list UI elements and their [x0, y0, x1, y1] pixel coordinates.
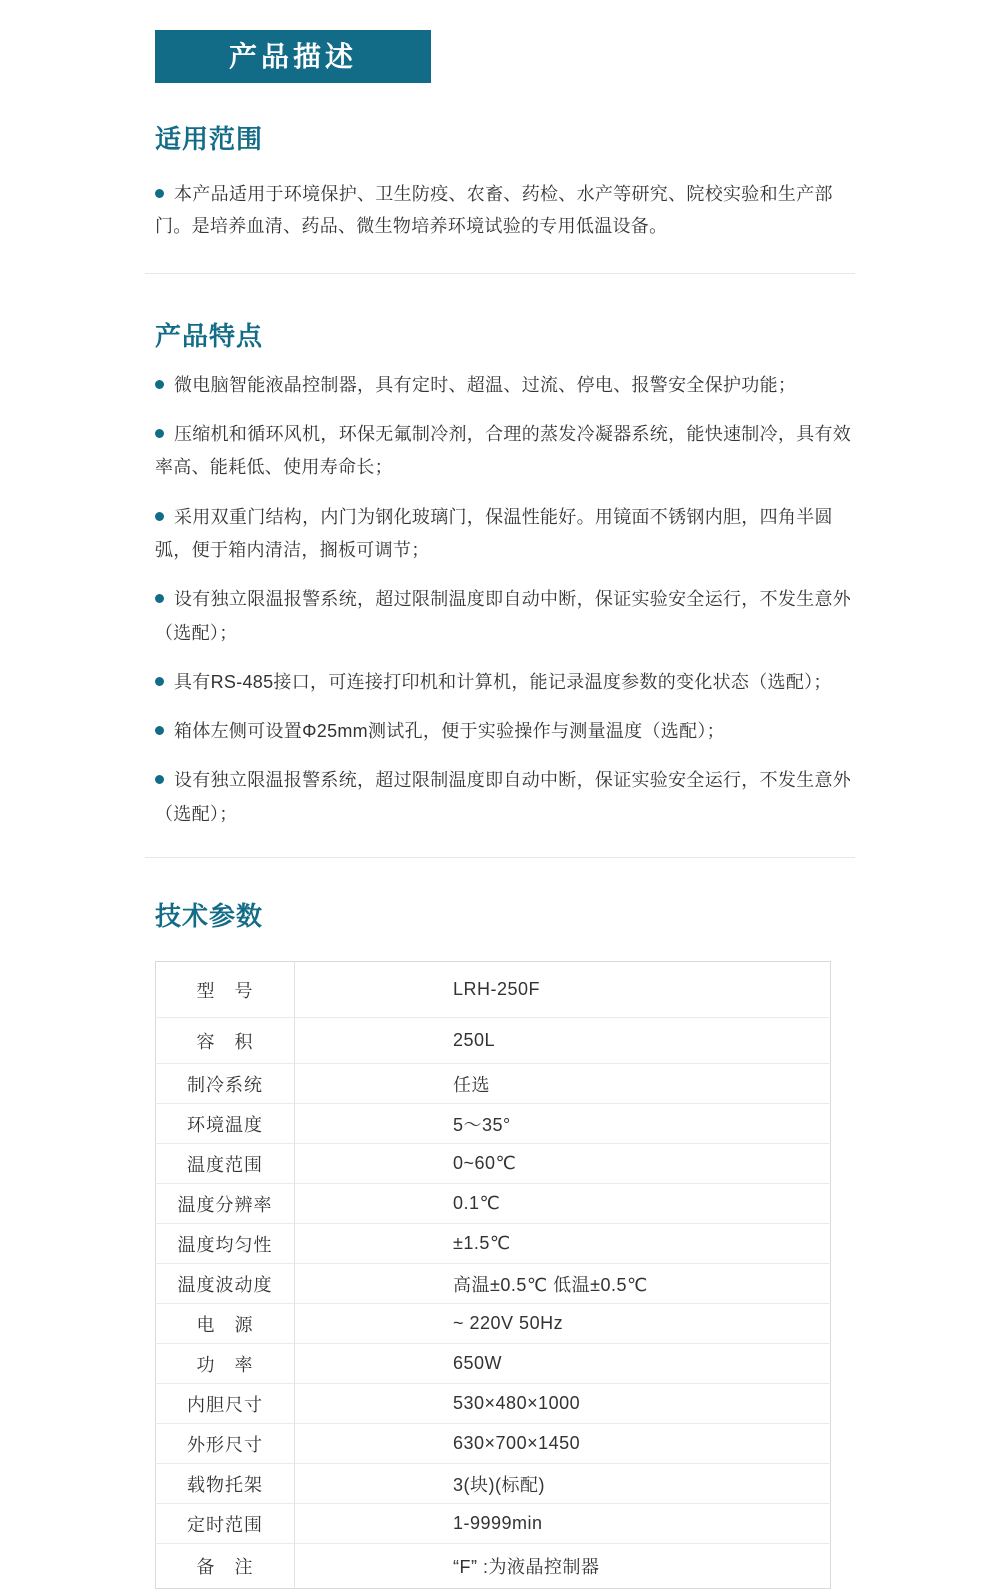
heading-product-features: 产品特点 [155, 320, 264, 351]
spec-row [156, 1344, 831, 1384]
spec-label: 温度范围 [156, 1144, 295, 1184]
spec-label: 载物托架 [156, 1464, 295, 1504]
spec-label: 备 注 [156, 1544, 295, 1589]
spec-value: “F” :为液晶控制器 [295, 1544, 831, 1589]
spec-value: 630×700×1450 [295, 1424, 831, 1464]
spec-row [156, 1544, 831, 1589]
spec-row [156, 1184, 831, 1224]
spec-value: 3(块)(标配) [295, 1464, 831, 1504]
scope-text: 本产品适用于环境保护、卫生防疫、农畜、药检、水产等研究、院校实验和生产部门。是培养血清、药品、微生物培养环境试验的专用低温设备。 [155, 184, 833, 237]
spec-label: 温度波动度 [156, 1264, 295, 1304]
spec-value: ±1.5℃ [295, 1224, 831, 1264]
feature-text: 箱体左侧可设置Φ25mm测试孔，便于实验操作与测量温度（选配）； [174, 721, 725, 742]
bullet-icon [155, 429, 164, 438]
spec-label: 定时范围 [156, 1504, 295, 1544]
spec-label: 制冷系统 [156, 1064, 295, 1104]
spec-label: 温度分辨率 [156, 1184, 295, 1224]
section-divider [145, 857, 855, 858]
feature-item [155, 764, 855, 831]
spec-label: 环境温度 [156, 1104, 295, 1144]
spec-label: 容 积 [156, 1018, 295, 1064]
feature-text: 微电脑智能液晶控制器，具有定时、超温、过流、停电、报警安全保护功能； [174, 374, 797, 395]
scope-paragraph [155, 178, 855, 243]
spec-label: 温度均匀性 [156, 1224, 295, 1264]
spec-value: 0~60℃ [295, 1144, 831, 1184]
feature-text: 具有RS-485接口，可连接打印机和计算机，能记录温度参数的变化状态（选配）； [174, 671, 832, 692]
feature-text: 压缩机和循环风机，环保无氟制冷剂，合理的蒸发冷凝器系统，能快速制冷，具有效率高、能耗低、使用寿命长； [155, 424, 852, 478]
spec-row [156, 1464, 831, 1504]
bullet-icon [155, 775, 164, 784]
spec-row [156, 1384, 831, 1424]
spec-value: ~ 220V 50Hz [295, 1304, 831, 1344]
spec-row [156, 1424, 831, 1464]
spec-row [156, 1304, 831, 1344]
feature-item [155, 715, 855, 748]
spec-label: 外形尺寸 [156, 1424, 295, 1464]
feature-item [155, 666, 855, 699]
spec-value: 高温±0.5℃ 低温±0.5℃ [295, 1264, 831, 1304]
spec-label: 电 源 [156, 1304, 295, 1344]
spec-row [156, 1104, 831, 1144]
spec-label: 型 号 [156, 962, 295, 1018]
spec-value: 1-9999min [295, 1504, 831, 1544]
feature-text: 采用双重门结构，内门为钢化玻璃门，保温性能好。用镜面不锈钢内胆，四角半圆弧，便于箱内清洁，搁板可调节； [155, 506, 833, 560]
spec-row [156, 1504, 831, 1544]
spec-value: 任选 [295, 1064, 831, 1104]
spec-value: 5～35° [295, 1104, 831, 1144]
bullet-icon [155, 512, 164, 521]
spec-value: 250L [295, 1018, 831, 1064]
spec-value: LRH-250F [453, 979, 541, 1000]
bullet-icon [155, 594, 164, 603]
specs-table [155, 961, 831, 1589]
spec-row [156, 1064, 831, 1104]
feature-item [155, 583, 855, 650]
spec-label: 功 率 [156, 1344, 295, 1384]
bullet-icon [155, 726, 164, 735]
feature-text: 设有独立限温报警系统，超过限制温度即自动中断，保证实验安全运行，不发生意外（选配）； [155, 589, 852, 643]
section-badge-product-description: 产品描述 [155, 30, 431, 83]
feature-item [155, 418, 855, 485]
spec-value: 650W [295, 1344, 831, 1384]
bullet-icon [155, 380, 164, 389]
spec-value: 0.1℃ [295, 1184, 831, 1224]
bullet-icon [155, 677, 164, 686]
spec-row [156, 962, 831, 1018]
spec-label: 内胆尺寸 [156, 1384, 295, 1424]
heading-applicable-scope: 适用范围 [155, 124, 264, 154]
spec-value: 530×480×1000 [295, 1384, 831, 1424]
spec-row [156, 1224, 831, 1264]
content-column [155, 0, 855, 1589]
feature-item [155, 501, 855, 568]
heading-technical-parameters: 技术参数 [155, 901, 264, 932]
spec-row [156, 1264, 831, 1304]
bullet-icon [155, 189, 164, 198]
feature-text: 设有独立限温报警系统，超过限制温度即自动中断，保证实验安全运行，不发生意外（选配）； [155, 770, 852, 824]
spec-row [156, 1144, 831, 1184]
feature-item [155, 369, 855, 402]
section-divider [145, 273, 855, 274]
spec-row [156, 1018, 831, 1064]
